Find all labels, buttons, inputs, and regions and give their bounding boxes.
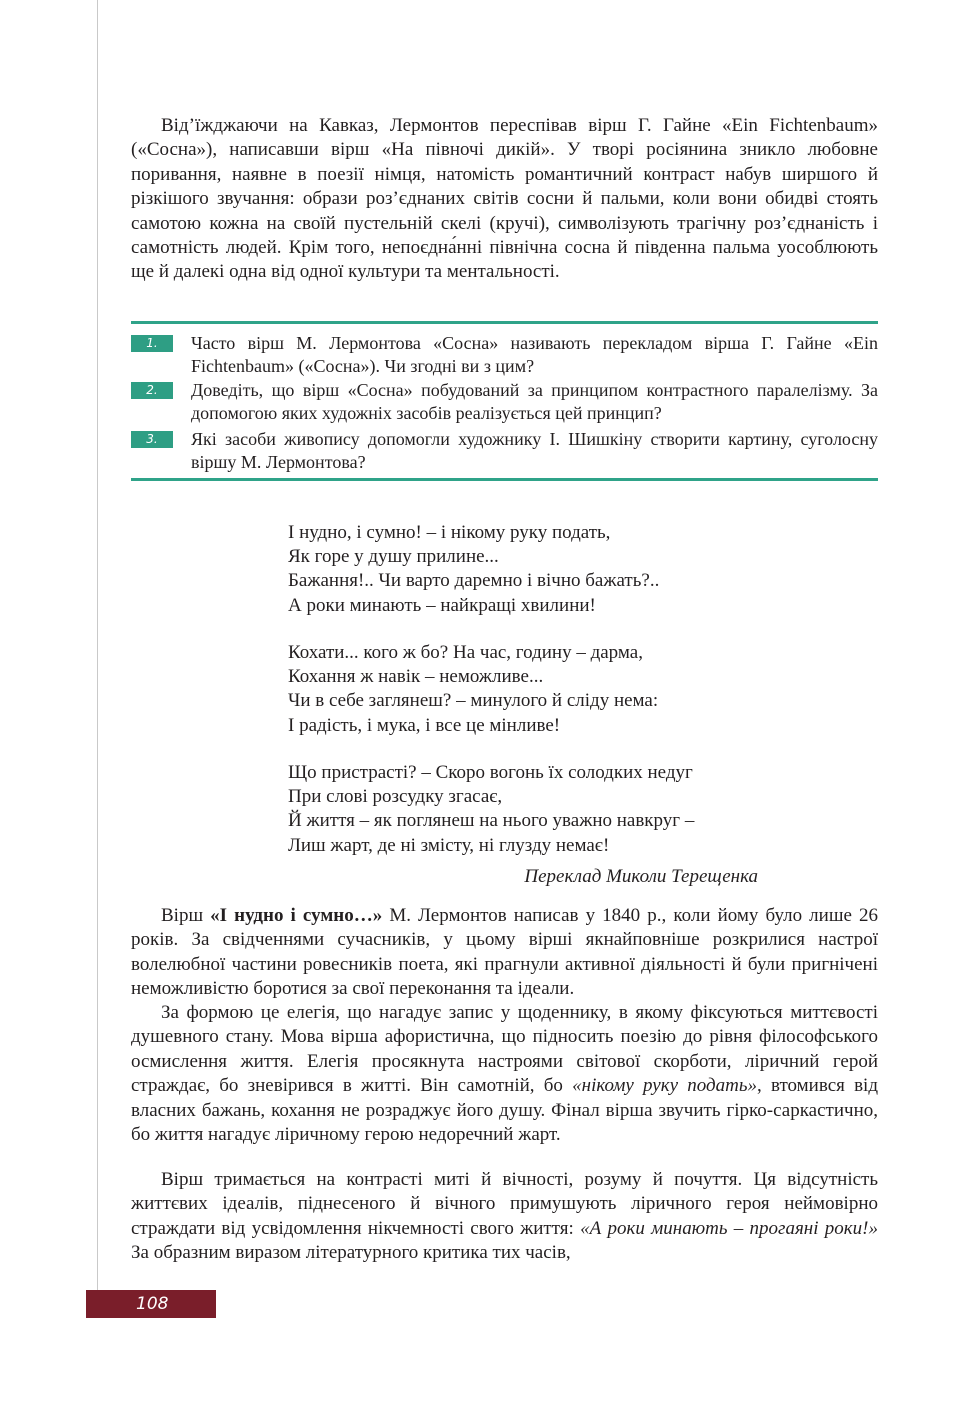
poem-line: При слові розсудку згасає,: [288, 786, 503, 808]
poem-stanza-1: [288, 521, 788, 618]
text-run: Вірш: [161, 905, 211, 926]
poem-line: І радість, і мука, і все це мінливе!: [288, 714, 561, 736]
poem-line: Кохання ж навік – неможливе...: [288, 666, 544, 688]
question-text: Доведіть, що вірш «Сосна» побудований за принципом контрастного паралелізму. За допомогою яких художніх засобів реалізується цей принцип?: [191, 380, 878, 423]
poem-line: Що пристрасті? – Скоро вогонь їх солодких недуг: [288, 762, 693, 783]
text-run: За образним виразом літературного критика тих часів,: [131, 1242, 571, 1264]
intro-text: Від’їжджаючи на Кавказ, Лермонтов переспівав вірш Г. Гайне «Ein Fichtenbaum» («Сосна»), написавши вірш «На півночі дикій». У творі росіянина зникло любовне поривання, наявне в поезії німця, натомість романтичний контраст набув ширшого й різкішого звучання: образи роз’єднаних світів сосни й пальми, коли вони обидві стоять самотою кожна на своїй пустельній скелі (кручі), символізують трагічну роз’єднаність і самотність людей. Крім того, непоєдна́нні північна сосна й південна пальма уособлюють ще й далекі одна від одної культури та ментальності.: [131, 115, 878, 283]
poem-line: Бажання!.. Чи варто даремно і вічно бажать?..: [288, 570, 660, 592]
quote-italic: «нікому руку подать»: [572, 1075, 757, 1097]
body-paragraph-2: [131, 1001, 878, 1147]
text-run: За формою це елегія, що нагадує запис у щоденнику, в якому фіксуються миттєвості душевного стану. Мова вірша афористична, що підносить поезію до рівня філософського осмислення життя. Елегія просякнута настроями світової скорботи, ліричний герой страждає, бо зневірився в житті. Він самотній, бо: [131, 1002, 878, 1097]
question-text: Часто вірш М. Лермонтова «Сосна» називають перекладом вірша Г. Гайне «Ein Fichtenbaum» («Сосна»). Чи згодні ви з цим?: [191, 333, 878, 376]
poem-line: Лиш жарт, де ні змісту, ні глузду немає!: [288, 834, 610, 856]
text-run: Вірш тримається на контрасті миті й вічності, розуму й почуття. Ця відсутність життєвих ідеалів, піднесеного й вічного примушують ліричного героя неймовірно страждати від усвідомлення нікчемності свого життя:: [131, 1169, 878, 1239]
poem-stanza-3: [288, 761, 788, 858]
poem-stanza-2: [288, 641, 788, 738]
page-margin-line: [97, 0, 98, 1318]
body-paragraph-1: [131, 904, 878, 1002]
page-number: 108: [136, 1294, 169, 1314]
poem-title-bold: «І нудно і сумно…»: [210, 905, 383, 926]
body-paragraph-3: [131, 1168, 878, 1266]
quote-italic: «А роки минають – прогаяні роки!»: [580, 1217, 878, 1239]
poem-line: Як горе у душу прилине...: [288, 546, 499, 568]
poem-line: Й життя – як поглянеш на нього уважно навкруг –: [288, 810, 695, 832]
questions-box: [131, 321, 878, 481]
text-run: М. Лермонтов написав у 1840 р., коли йому було лише 26 років. За свідченнями сучасників, у цьому вірші якнайповніше розкрилися настрої волелюбної частини ровесників поета, які прагнули активної діяльності й були пригнічені неможливістю боротися за свої переконання та ідеали.: [131, 905, 878, 1000]
poem-line: Кохати... кого ж бо? На час, годину – дарма,: [288, 642, 643, 663]
poem-line: А роки минають – найкращі хвилини!: [288, 594, 596, 616]
question-number: 3.: [131, 431, 173, 448]
translator-credit: Переклад Миколи Терещенка: [524, 866, 758, 887]
intro-paragraph: [131, 114, 878, 285]
page-number-tab: [86, 1290, 216, 1318]
poem-line: І нудно, і сумно! – і нікому руку подать,: [288, 522, 611, 543]
question-number: 1.: [131, 335, 173, 352]
question-text: Які засоби живопису допомогли художнику І. Шишкіну створити картину, суголосну віршу М. Лермонтова?: [191, 429, 878, 472]
question-number: 2.: [131, 382, 173, 399]
poem-line: Чи в себе заглянеш? – минулого й сліду нема:: [288, 690, 659, 712]
text-run: , втомився від власних бажань, кохання не розраджує його душу. Фінал вірша звучить гірко-саркастично, бо життя нагадує ліричному герою недоречний жарт.: [131, 1075, 878, 1146]
